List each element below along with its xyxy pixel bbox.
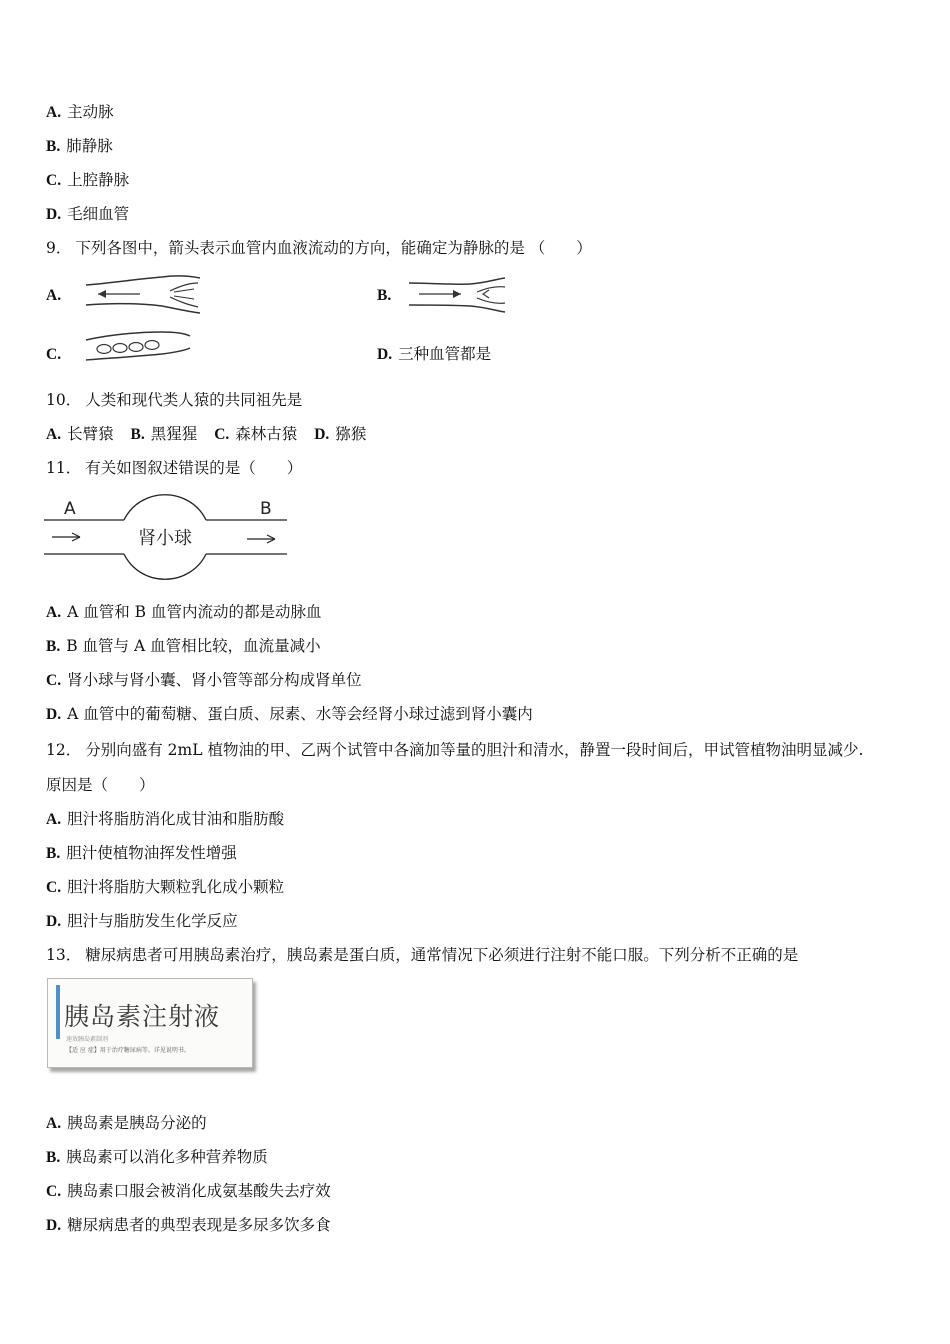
q12-option-d: D. 胆汁与脂肪发生化学反应 [46, 912, 238, 930]
q13-option-d: D. 糖尿病患者的典型表现是多尿多饮多食 [46, 1216, 331, 1234]
q13-stem: 13． 糖尿病患者可用胰岛素治疗，胰岛素是蛋白质，通常情况下必须进行注射不能口服。下列分析不正确的是 [46, 946, 799, 964]
q11-option-d: D. A 血管中的葡萄糖、蛋白质、尿素、水等会经肾小球过滤到肾小囊内 [46, 705, 533, 723]
q13-option-b: B. 胰岛素可以消化多种营养物质 [46, 1148, 268, 1166]
q9-vessel-b-figure [405, 275, 509, 315]
q9-vessel-c-figure [82, 328, 194, 364]
q12-option-a: A. 胆汁将脂肪消化成甘油和脂肪酸 [46, 810, 285, 828]
q11-option-a: A. A 血管和 B 血管内流动的都是动脉血 [46, 603, 322, 621]
q13-option-c: C. 胰岛素口服会被消化成氨基酸失去疗效 [46, 1182, 331, 1200]
q9-option-a-letter: A. [46, 287, 62, 304]
q12-stem-continued: 原因是（ ） [46, 776, 155, 794]
q9-option-b-letter: B. [377, 287, 392, 304]
q10-stem: 10． 人类和现代类人猿的共同祖先是 [46, 391, 303, 409]
q12-option-b: B. 胆汁使植物油挥发性增强 [46, 844, 237, 862]
insulin-accent-bar [56, 985, 60, 1039]
q9-option-c-letter: C. [46, 346, 62, 363]
q11-label-a: A [64, 499, 76, 519]
q11-option-b: B. B 血管与 A 血管相比较，血流量减小 [46, 637, 321, 655]
q11-option-c: C. 肾小球与肾小囊、肾小管等部分构成肾单位 [46, 671, 362, 689]
insulin-title: 胰岛素注射液 [64, 1002, 221, 1031]
insulin-subtitle: 速效胰岛素制剂 [66, 1036, 109, 1043]
q11-label-b: B [260, 499, 272, 519]
q9-vessel-a-figure [82, 275, 204, 315]
insulin-injection-image [47, 978, 253, 1068]
q11-stem: 11． 有关如图叙述错误的是（ ） [46, 459, 303, 477]
q11-glomerulus-figure [44, 492, 290, 582]
q9-stem: 9． 下列各图中，箭头表示血管内血液流动的方向，能确定为静脉的是 （ ） [46, 239, 592, 257]
q12-option-c: C. 胆汁将脂肪大颗粒乳化成小颗粒 [46, 878, 285, 896]
q10-options: A. 长臂猿 B. 黑猩猩 C. 森林古猿 D. 猕猴 [46, 425, 367, 443]
insulin-indication: 【适 应 症】用于治疗糖尿病等。详见说明书。 [66, 1047, 190, 1054]
q8-option-a: A. 主动脉 [46, 103, 114, 121]
q13-option-a: A. 胰岛素是胰岛分泌的 [46, 1114, 207, 1132]
q8-option-d: D. 毛细血管 [46, 205, 130, 223]
q9-option-d: D. 三种血管都是 [377, 345, 492, 363]
q8-option-b: B. 肺静脉 [46, 137, 113, 155]
q8-option-c: C. 上腔静脉 [46, 171, 130, 189]
q12-stem: 12． 分别向盛有 2mL 植物油的甲、乙两个试管中各滴加等量的胆汁和清水，静置一段时间后，甲试管植物油明显减少. [46, 741, 864, 759]
q11-label-center: 肾小球 [138, 528, 192, 549]
